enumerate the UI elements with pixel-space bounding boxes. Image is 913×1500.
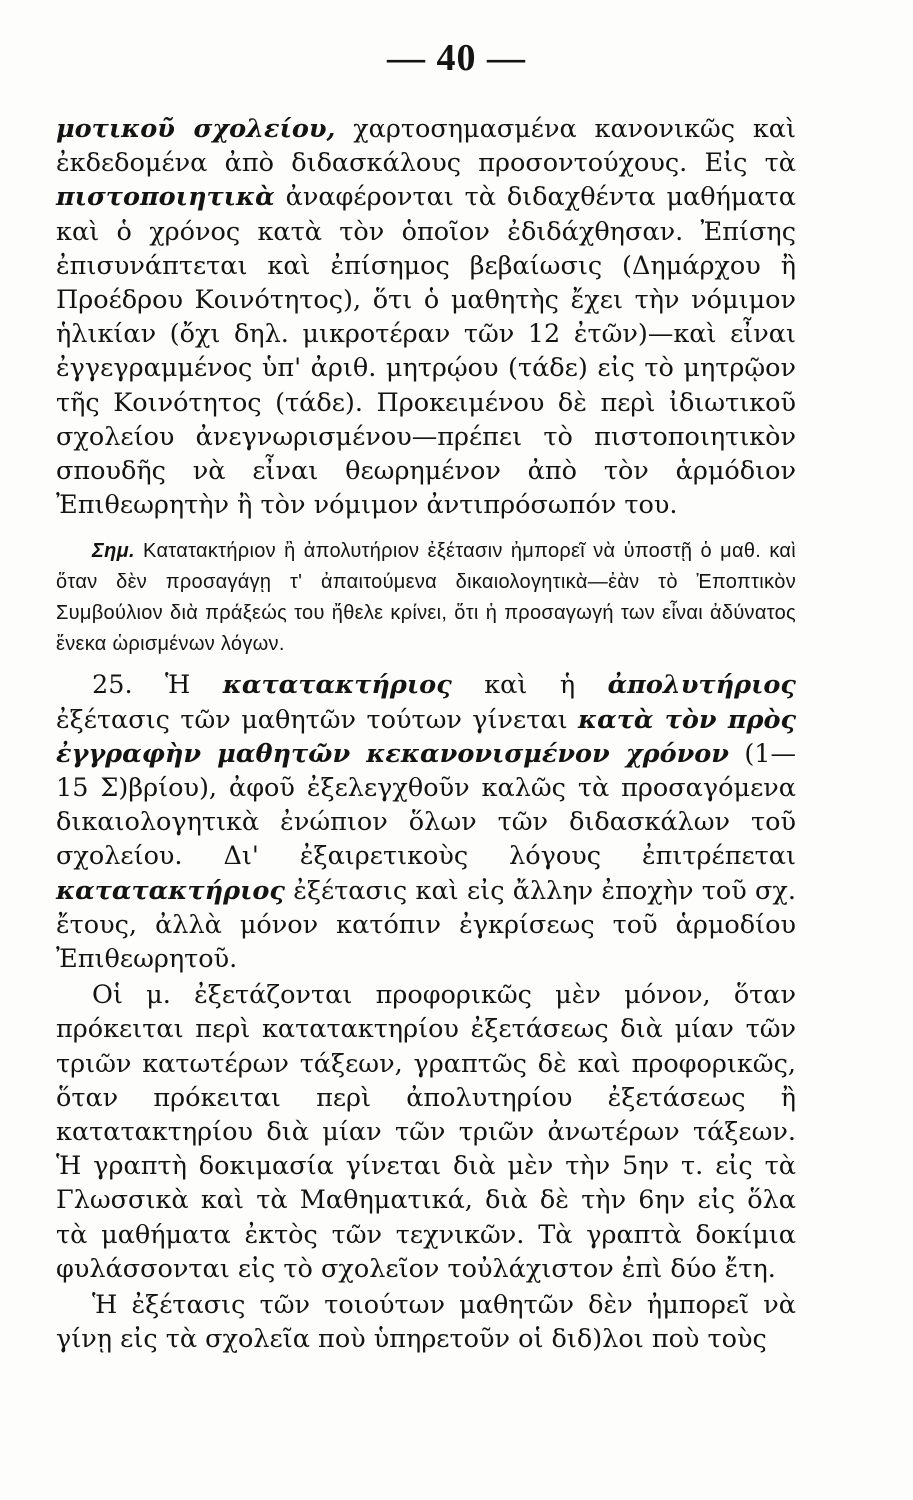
note-text: Κατατακτήριον ἢ ἀπολυτήριον ἐξέτασιν ἠμπορεῖ νὰ ὑποστῇ ὁ μαθ. καὶ ὅταν δὲν προσαγάγῃ τ' ἀπαιτούμενα δικαιολογητικὰ—ἐὰν τὸ Ἐποπτικὸν Συμβούλιον διὰ πράξεώς του ἤθελε κρίνει, ὅτι ἡ προσαγωγή των εἶναι ἀδύνατος ἕνεκα ὡρισμένων λόγων. xyxy=(56,540,796,656)
paragraph-continued: Ἡ ἐξέτασις τῶν τοιούτων μαθητῶν δὲν ἠμπορεῖ νὰ γίνῃ εἰς τὰ σχολεῖα ποὺ ὑπηρετοῦν οἱ διδ)λοι ποὺ τοὺς xyxy=(56,1290,796,1355)
note-paragraph xyxy=(56,536,796,660)
paragraph-text: (1—15 Σ)βρίου), ἀφοῦ ἐξελεγχθοῦν καλῶς τὰ προσαγόμενα δικαιολογητικὰ ἐνώπιον ὅλων τῶν διδασκάλων τοῦ σχολείου. Δι' ἐξαιρετικοὺς λόγους ἐπιτρέπεται xyxy=(56,738,797,872)
section-number: 25. xyxy=(92,670,166,701)
emphasis-enrollment-period: κατὰ τὸν πρὸς ἐγγραφὴν μαθητῶν κεκανονισμένον χρόνον xyxy=(56,704,796,769)
emphasis-final-exam: ἀπολυτήριος xyxy=(607,670,796,701)
lead-bold-text: μοτικοῦ σχολείου, xyxy=(56,114,336,144)
paragraph-text: καὶ ἡ xyxy=(451,670,608,701)
note-label: Σημ. xyxy=(92,540,135,563)
paragraph-25 xyxy=(56,668,796,976)
emphasis-placement-exam: κατατακτήριος xyxy=(222,670,452,701)
emphasis-certificates: πιστοποιητικὰ xyxy=(56,182,275,213)
paragraph-text: ἐξέτασις τῶν μαθητῶν τούτων γίνεται xyxy=(56,704,579,735)
emphasis-placement-exam-2: κατατακτήριος xyxy=(56,875,285,906)
paragraph-text: ἀναφέρονται τὰ διδαχθέντα μαθήματα καὶ ὁ χρόνος κατὰ τὸν ὁποῖον ἐδιδάχθησαν. Ἐπίσης ἐπισυνάπτεται καὶ ἐπίσημος βεβαίωσις (Δημάρχου ἢ Προέδρου Κοινότητος), ὅτι ὁ μαθητὴς ἔχει τὴν νόμιμον ἡλικίαν (ὄχι δηλ. μικροτέραν τῶν 12 ἐτῶν)—καὶ εἶναι ἐγγεγραμμένος ὑπ' ἀριθ. μητρῴου (τάδε) εἰς τὸ μητρῷον τῆς Κοινότητος (τάδε). Προκειμένου δὲ περὶ ἰδιωτικοῦ σχολείου ἀνεγνωρισμένου—πρέπει τὸ πιστοποιητικὸν σπουδῆς νὰ εἶναι θεωρημένον ἀπὸ τὸν ἁρμόδιον Ἐπιθεωρητὴν ἢ τὸν νόμιμον ἀντιπρόσωπόν του. xyxy=(56,182,796,521)
page-body xyxy=(56,112,796,1357)
paragraph-certificates xyxy=(56,112,796,522)
paragraph-text: Ἡ xyxy=(165,670,223,701)
paragraph-oral-written: Οἱ μ. ἐξετάζονται προφορικῶς μὲν μόνον, ὅταν πρόκειται περὶ κατατακτηρίου ἐξετάσεως διὰ μίαν τῶν τριῶν κατωτέρων τάξεων, γραπτῶς δὲ καὶ προφορικῶς, ὅταν πρόκειται περὶ ἀπολυτηρίου ἐξετάσεως ἢ κατατακτηρίου διὰ μίαν τῶν τριῶν ἀνωτέρων τάξεων. Ἡ γραπτὴ δοκιμασία γίνεται διὰ μὲν τὴν 5ην τ. εἰς τὰ Γλωσσικὰ καὶ τὰ Μαθηματικά, διὰ δὲ τὴν 6ην εἰς ὅλα τὰ μαθήματα ἐκτὸς τῶν τεχνικῶν. Τὰ γραπτὰ δοκίμια φυλάσσονται εἰς τὸ σχολεῖον τοὐλάχιστον ἐπὶ δύο ἔτη. xyxy=(56,980,796,1284)
page-number: — 40 — xyxy=(387,37,526,79)
paragraph-text: χαρτοσημασμένα κανονικῶς καὶ ἐκδεδομένα ἀπὸ διδασκάλους προσοντούχους. Εἰς τὰ xyxy=(56,114,796,179)
paragraph-text: ἐξέτασις καὶ εἰς ἄλλην ἐποχὴν τοῦ σχ. ἔτους, ἀλλὰ μόνον κατόπιν ἐγκρίσεως τοῦ ἁρμοδίου Ἐπιθεωρητοῦ. xyxy=(56,875,796,975)
